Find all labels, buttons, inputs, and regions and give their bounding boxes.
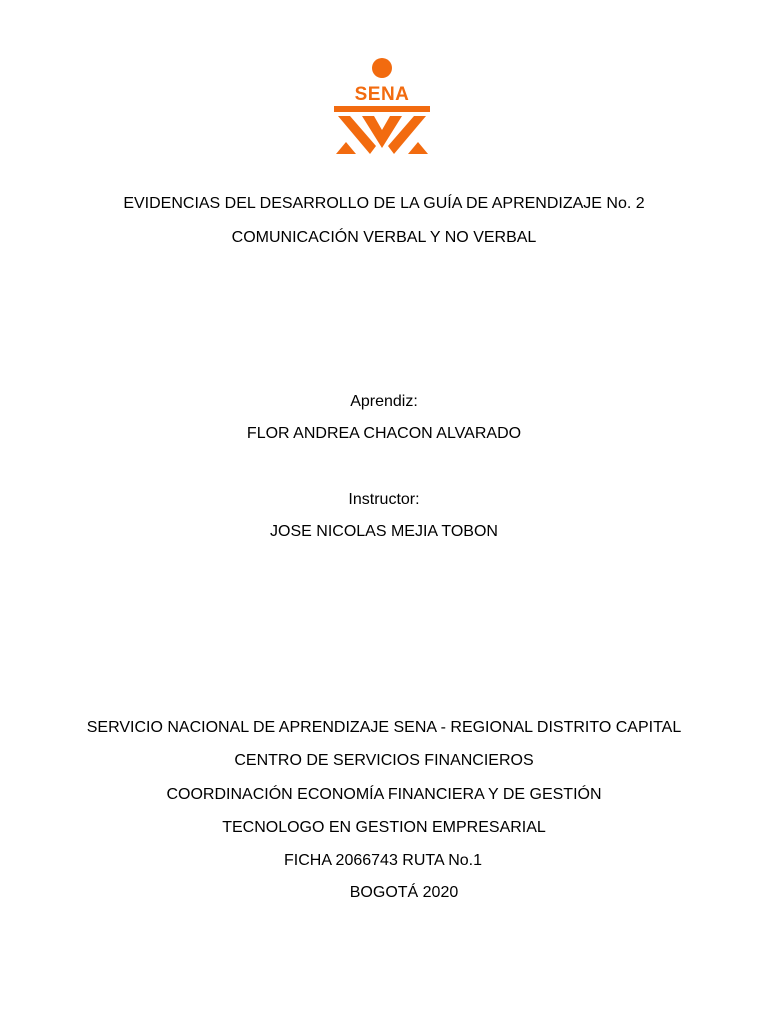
sena-logo bbox=[332, 56, 432, 160]
aprendiz-name: FLOR ANDREA CHACON ALVARADO bbox=[246, 425, 522, 442]
sena-logo-bar bbox=[334, 106, 430, 112]
instructor-name: JOSE NICOLAS MEJIA TOBON bbox=[270, 523, 498, 540]
sena-logo-head bbox=[372, 58, 392, 78]
institution-line-6: BOGOTÁ 2020 bbox=[349, 884, 459, 901]
title-line-2: COMUNICACIÓN VERBAL Y NO VERBAL bbox=[231, 229, 537, 246]
sena-logo-left-foot bbox=[336, 142, 356, 154]
sena-logo-right-foot bbox=[408, 142, 428, 154]
aprendiz-label: Aprendiz: bbox=[350, 393, 418, 410]
sena-logo-text: SENA bbox=[354, 84, 410, 105]
instructor-label: Instructor: bbox=[348, 491, 420, 508]
institution-line-2: CENTRO DE SERVICIOS FINANCIEROS bbox=[234, 752, 534, 769]
institution-line-4: TECNOLOGO EN GESTION EMPRESARIAL bbox=[222, 819, 546, 836]
title-line-1: EVIDENCIAS DEL DESARROLLO DE LA GUÍA DE APRENDIZAJE No. 2 bbox=[123, 195, 645, 212]
institution-line-3: COORDINACIÓN ECONOMÍA FINANCIERA Y DE GESTIÓN bbox=[166, 786, 602, 803]
institution-line-1: SERVICIO NACIONAL DE APRENDIZAJE SENA - REGIONAL DISTRITO CAPITAL bbox=[86, 719, 682, 736]
institution-line-5: FICHA 2066743 RUTA No.1 bbox=[283, 852, 483, 869]
